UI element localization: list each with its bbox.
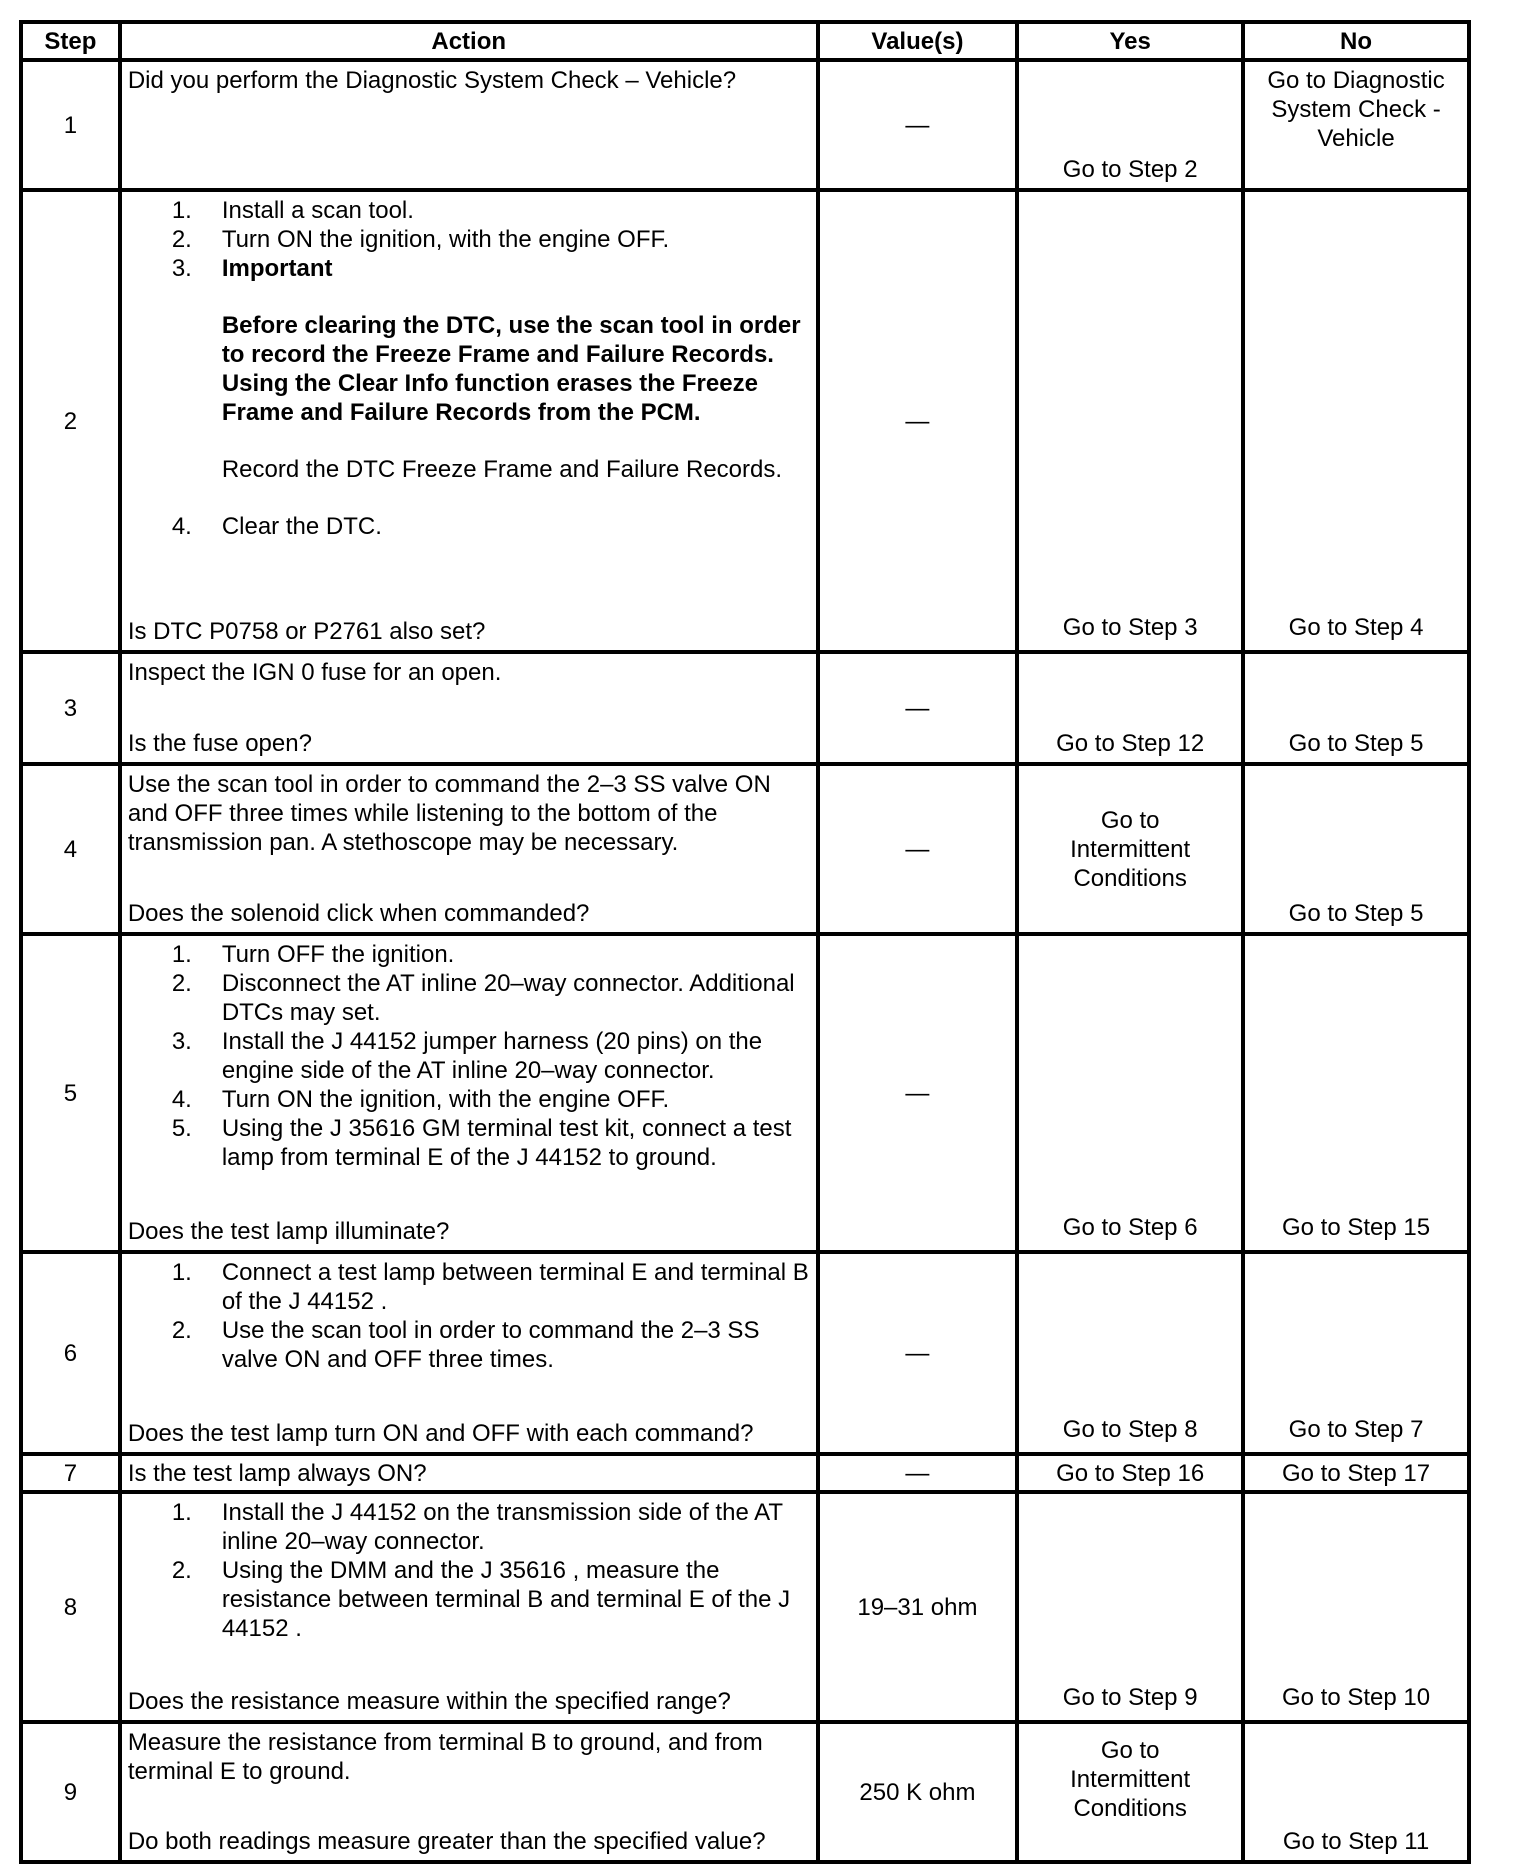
diagnostic-table [19,20,1471,1864]
yes-cell [1017,934,1243,1252]
no-text: Go to Step 15 [1281,1214,1431,1241]
important-note: Before clearing the DTC, use the scan tool in order to record the Freeze Frame and Failure Records. Using the Clear Info function erases the Freeze Frame and Failure Records from the PCM. [221,312,801,426]
step-number: 1 [21,60,120,190]
list-item: 3. Install the J 44152 jumper harness (20 pins) on the engine side of the AT inline 20–way connector. [171,1028,763,1084]
yes-text: Go to Step 12 [1056,730,1205,757]
no-cell: Go to Step 17 [1243,1454,1469,1492]
header-row [21,22,1469,60]
no-cell [1243,60,1469,190]
value-cell: — [818,652,1018,764]
action-text: Inspect the IGN 0 fuse for an open. [127,659,502,686]
yes-cell [1017,652,1243,764]
yes-text: Go to Step 3 [1062,614,1198,641]
value-cell: — [818,764,1018,934]
table-row [21,1722,1469,1862]
step-number: 4 [21,764,120,934]
step-number: 5 [21,934,120,1252]
yes-cell: Go to Step 16 [1017,1454,1243,1492]
no-cell [1243,1252,1469,1454]
list-item: 4. Turn ON the ignition, with the engine OFF. [171,1086,670,1113]
question-text: Do both readings measure greater than the specified value? [127,1828,766,1855]
value-cell: — [818,60,1018,190]
action-cell [120,1492,818,1722]
list-item: 1. Install a scan tool. [171,197,414,224]
yes-cell [1017,764,1243,934]
step-number: 3 [21,652,120,764]
step-number: 2 [21,190,120,652]
no-cell [1243,764,1469,934]
action-text: Is the test lamp always ON? [127,1459,427,1487]
table-row [21,764,1469,934]
question-text: Does the solenoid click when commanded? [127,900,590,927]
header-yes: Yes [1017,22,1243,60]
header-values: Value(s) [818,22,1018,60]
yes-text: Go to Intermittent Conditions [1070,1737,1191,1822]
list-item: 5. Using the J 35616 GM terminal test kit, connect a test lamp from terminal E of the J 44152 to ground. [171,1115,792,1171]
list-item: 2. Disconnect the AT inline 20–way connector. Additional DTCs may set. [171,970,795,1026]
list-item: 2. Turn ON the ignition, with the engine OFF. [171,226,670,253]
list-item: 1. Connect a test lamp between terminal E and terminal B of the J 44152 . [171,1259,809,1315]
action-text: Did you perform the Diagnostic System Check – Vehicle? [127,67,737,94]
value-cell: — [818,190,1018,652]
action-steps [122,940,816,1172]
yes-cell [1017,60,1243,190]
value-cell: — [818,934,1018,1252]
action-cell [120,934,818,1252]
step-number: 8 [21,1492,120,1722]
no-cell [1243,190,1469,652]
no-text: Go to Step 7 [1288,1416,1424,1443]
action-cell [120,1722,818,1862]
yes-cell [1017,190,1243,652]
step-number: 6 [21,1252,120,1454]
action-cell [120,190,818,652]
yes-text: Go to Step 9 [1062,1684,1198,1711]
action-cell [120,1454,818,1492]
table-row [21,1454,1469,1492]
question-text: Does the test lamp turn ON and OFF with each command? [127,1420,754,1447]
list-item: 2. Use the scan tool in order to command the 2–3 SS valve ON and OFF three times. [171,1317,760,1373]
table-row [21,1492,1469,1722]
yes-text: Go to Step 2 [1062,156,1198,183]
important-record: Record the DTC Freeze Frame and Failure Records. [221,456,783,483]
question-text: Is the fuse open? [127,730,312,757]
table-row [21,934,1469,1252]
action-cell [120,764,818,934]
table-row [21,1252,1469,1454]
no-text: Go to Step 11 [1282,1828,1430,1855]
action-cell [120,60,818,190]
action-cell [120,652,818,764]
action-steps [122,1498,816,1643]
no-text: Go to Step 10 [1281,1684,1431,1711]
step-number: 9 [21,1722,120,1862]
value-cell: — [818,1252,1018,1454]
yes-cell [1017,1722,1243,1862]
no-cell [1243,1722,1469,1862]
no-text: Go to Step 5 [1288,730,1424,757]
action-text: Measure the resistance from terminal B to ground, and from terminal E to ground. [127,1729,763,1785]
no-cell [1243,1492,1469,1722]
yes-text: Go to Intermittent Conditions [1070,807,1191,892]
yes-text: Go to Step 6 [1062,1214,1198,1241]
no-text: Go to Diagnostic System Check - Vehicle [1267,67,1445,152]
no-text: Go to Step 5 [1288,900,1424,927]
question-text: Does the resistance measure within the specified range? [127,1688,731,1715]
yes-cell [1017,1492,1243,1722]
list-item: 3. Important Before clearing the DTC, use the scan tool in order to record the Freeze Frame and Failure Records. Using the Clear Info function erases the Freeze Frame and Failure Records from the PCM. Record the DTC Freeze Frame and Failure Records. [122,254,816,484]
no-text: Go to Step 4 [1288,614,1424,641]
header-action: Action [120,22,818,60]
action-steps [122,1258,816,1374]
value-cell: 19–31 ohm [818,1492,1018,1722]
list-item: 4. Clear the DTC. [171,513,382,540]
no-cell [1243,652,1469,764]
table-row [21,190,1469,652]
question-text: Is DTC P0758 or P2761 also set? [127,618,486,645]
no-cell [1243,934,1469,1252]
header-no: No [1243,22,1469,60]
question-text: Does the test lamp illuminate? [127,1218,450,1245]
table-row [21,60,1469,190]
value-cell: 250 K ohm [818,1722,1018,1862]
header-step: Step [21,22,120,60]
list-item: 1. Install the J 44152 on the transmission side of the AT inline 20–way connector. [171,1499,783,1555]
yes-cell [1017,1252,1243,1454]
action-steps [122,196,816,541]
value-cell: — [818,1454,1018,1492]
list-item: 1. Turn OFF the ignition. [171,941,455,968]
action-cell [120,1252,818,1454]
yes-text: Go to Step 8 [1062,1416,1198,1443]
table-row [21,652,1469,764]
action-text: Use the scan tool in order to command the 2–3 SS valve ON and OFF three times while listening to the bottom of the transmission pan. A stethoscope may be necessary. [127,771,771,856]
list-item: 2. Using the DMM and the J 35616 , measure the resistance between terminal B and terminal E of the J 44152 . [171,1557,791,1642]
step-number: 7 [21,1454,120,1492]
